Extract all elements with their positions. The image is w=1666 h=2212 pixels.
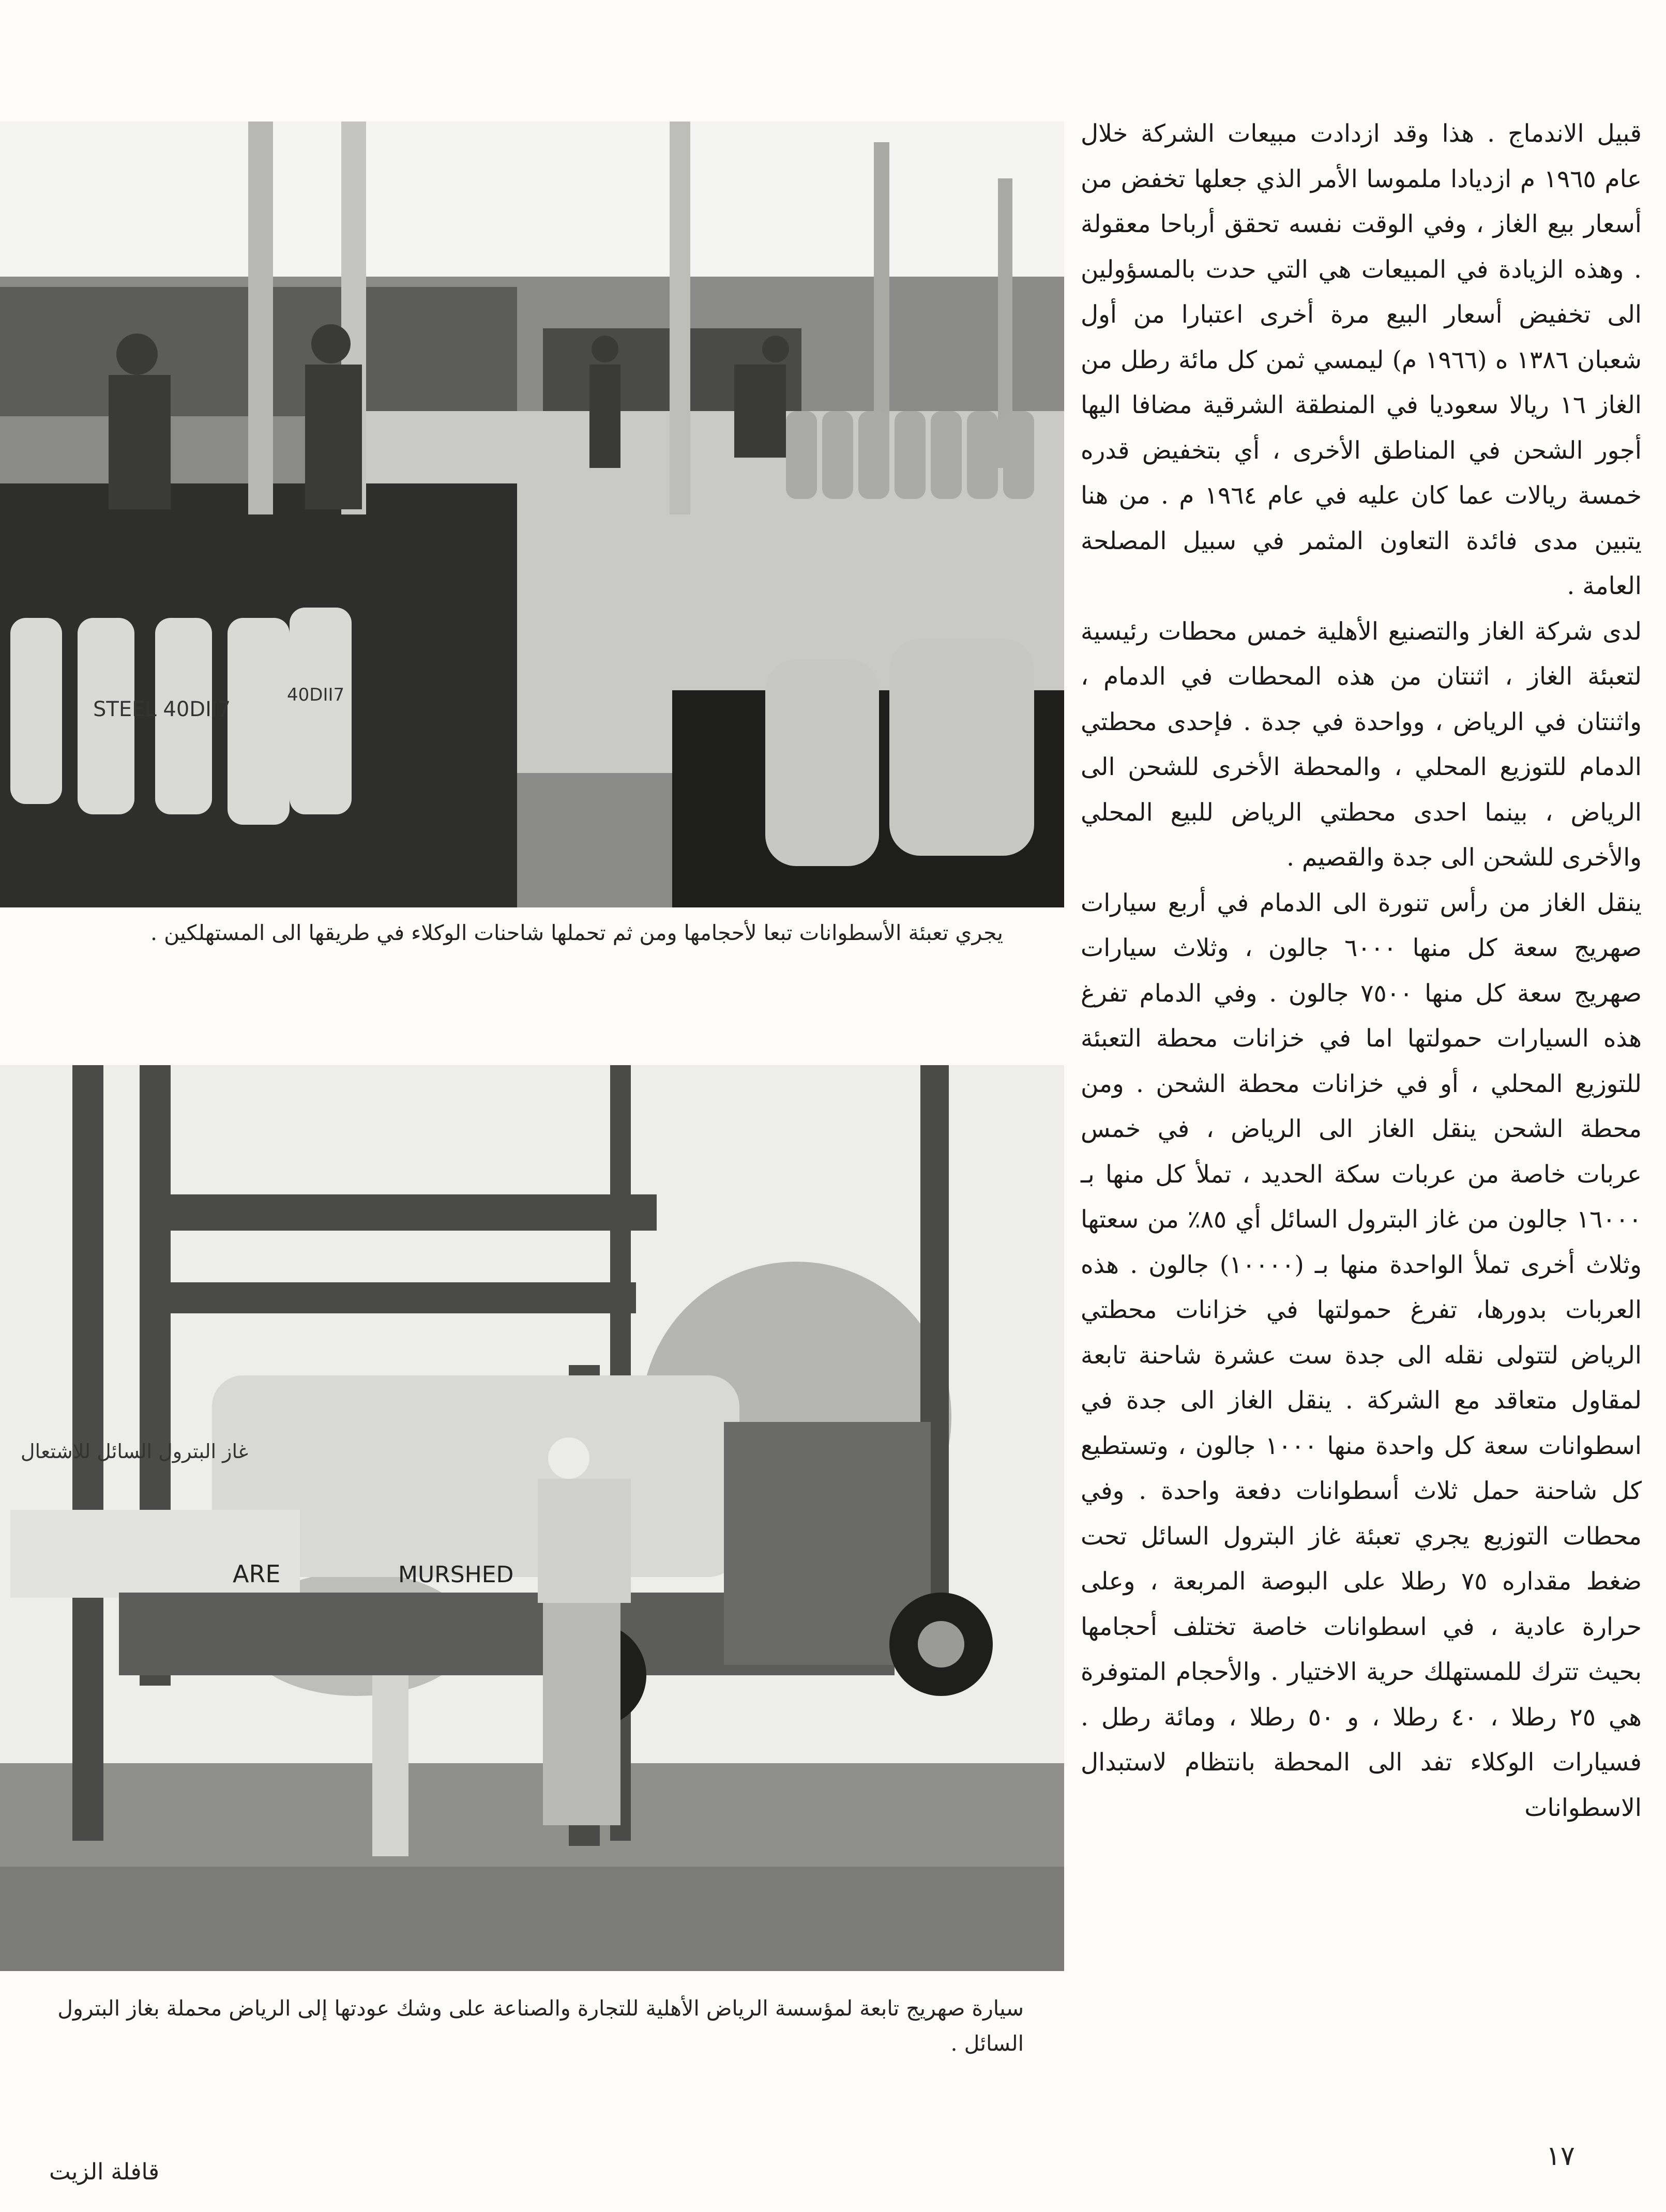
article-paragraph: لدى شركة الغاز والتصنيع الأهلية خمس محطات رئيسية لتعبئة الغاز ، اثنتان من هذه المحطات في الدمام ، واثنتان في الرياض ، وواحدة في جدة . فإحدى محطتي الدمام للتوزيع المحلي ، والمحطة الأخرى للشحن الى الرياض ، بينما احدى محطتي الرياض للبيع المحلي والأخرى للشحن الى جدة والقصيم . bbox=[1081, 617, 1642, 872]
photo-caption: سيارة صهريج تابعة لمؤسسة الرياض الأهلية للتجارة والصناعة على وشك عودتها إلى الرياض محملة بغاز البترول السائل . bbox=[57, 1996, 1024, 2056]
photo-tanker-truck bbox=[0, 1065, 1064, 1971]
magazine-name: قافلة الزيت bbox=[49, 2159, 159, 2185]
cylinder-yard-scene bbox=[0, 122, 1064, 907]
truck-marking: ARE bbox=[233, 1560, 281, 1588]
cylinder-marking: 40DII7 bbox=[287, 685, 345, 705]
page-number: ١٧ bbox=[1546, 2141, 1575, 2172]
photo-cylinder-filling-yard bbox=[0, 122, 1064, 907]
truck-marking: MURSHED bbox=[398, 1562, 514, 1588]
article-paragraph: قبيل الاندماج . هذا وقد ازدادت مبيعات الشركة خلال عام ١٩٦٥ م ازديادا ملموسا الأمر الذي جعلها تخفض من أسعار بيع الغاز ، وفي الوقت نفسه تحقق أرباحا معقولة . وهذه الزيادة في المبيعات هي التي حدت بالمسؤولين الى تخفيض أسعار البيع مرة أخرى اعتبارا من أول شعبان ١٣٨٦ ه (١٩٦٦ م) ليمسي ثمن كل مائة رطل من الغاز ١٦ ريالا سعوديا في المنطقة الشرقية مضافا اليها أجور الشحن في المناطق الأخرى ، أي بتخفيض قدره خمسة ريالات عما كان عليه في عام ١٩٦٤ م . من هنا يتبين مدى فائدة التعاون المثمر في سبيل المصلحة العامة . bbox=[1081, 119, 1642, 600]
truck-marking: غاز البترول السائل للاشتعال bbox=[20, 1440, 248, 1463]
cylinder-marking: STEEL 40DII7 bbox=[93, 698, 231, 721]
article-body bbox=[1081, 111, 1642, 1830]
tanker-truck-scene bbox=[0, 1065, 1064, 1971]
photo-caption: يجري تعبئة الأسطوانات تبعا لأحجامها ومن ثم تحملها شاحنات الوكلاء في طريقها الى المستهلكين . bbox=[150, 920, 1003, 945]
article-paragraph: ينقل الغاز من رأس تنورة الى الدمام في أربع سيارات صهريج سعة كل منها ٦٠٠٠ جالون ، وثلاث سيارات صهريج سعة كل منها ٧٥٠٠ جالون . وفي الدمام تفرغ هذه السيارات حمولتها اما في خزانات محطة التعبئة للتوزيع المحلي ، أو في خزانات محطة الشحن . ومن محطة الشحن ينقل الغاز الى الرياض ، في خمس عربات خاصة من عربات سكة الحديد ، تملأ كل منها بـ ١٦٠٠٠ جالون من غاز البترول السائل أي ٨٥٪ من سعتها وثلاث أخرى تملأ الواحدة منها بـ (١٠٠٠٠) جالون . هذه العربات بدورها، تفرغ حمولتها في خزانات محطتي الرياض لتتولى نقله الى جدة ست عشرة شاحنة تابعة لمقاول متعاقد مع الشركة . ينقل الغاز الى جدة في اسطوانات سعة كل واحدة منها ١٠٠٠ جالون ، وتستطيع كل شاحنة حمل ثلاث أسطوانات دفعة واحدة . وفي محطات التوزيع يجري تعبئة غاز البترول السائل تحت ضغط مقداره ٧٥ رطلا على البوصة المربعة ، وعلى حرارة عادية ، في اسطوانات خاصة تختلف أحجامها بحيث تترك للمستهلك حرية الاختيار . والأحجام المتوفرة هي ٢٥ رطلا ، ٤٠ رطلا ، و ٥٠ رطلا ، ومائة رطل . فسيارات الوكلاء تفد الى المحطة بانتظام لاستبدال الاسطوانات bbox=[1081, 888, 1642, 1822]
